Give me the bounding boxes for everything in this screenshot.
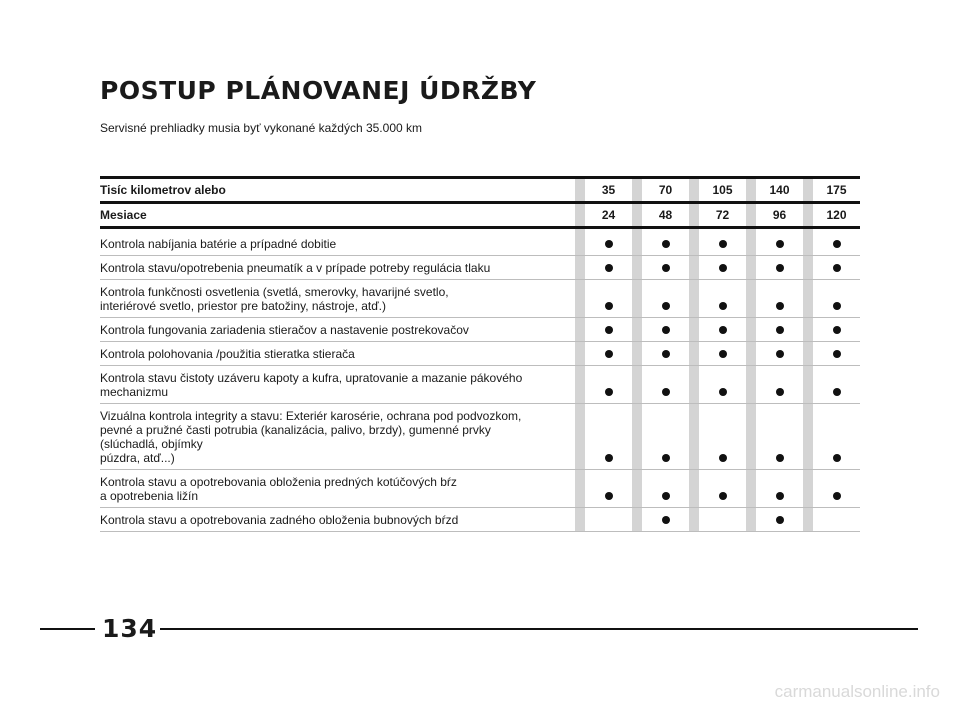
check-dot-icon bbox=[605, 240, 613, 248]
months-value: 48 bbox=[642, 203, 689, 228]
check-dot-icon bbox=[662, 454, 670, 462]
column-separator bbox=[746, 366, 756, 404]
task-description: Kontrola stavu a opotrebovania obloženia predných kotúčových bŕz a opotrebenia ližín bbox=[100, 470, 575, 508]
interval-cell bbox=[699, 256, 746, 280]
km-value: 175 bbox=[813, 178, 860, 203]
check-dot-icon bbox=[776, 264, 784, 272]
column-separator bbox=[746, 404, 756, 470]
check-dot-icon bbox=[719, 350, 727, 358]
check-dot-icon bbox=[776, 326, 784, 334]
check-dot-icon bbox=[605, 326, 613, 334]
table-row bbox=[100, 256, 860, 280]
check-dot-icon bbox=[662, 388, 670, 396]
column-separator bbox=[575, 203, 585, 228]
check-dot-icon bbox=[776, 454, 784, 462]
task-description: Kontrola stavu a opotrebovania zadného obloženia bubnových bŕzd bbox=[100, 508, 575, 532]
check-dot-icon bbox=[833, 240, 841, 248]
interval-cell bbox=[642, 404, 689, 470]
column-separator bbox=[689, 508, 699, 532]
watermark: carmanualsonline.info bbox=[774, 682, 940, 701]
column-separator bbox=[746, 280, 756, 318]
column-separator bbox=[689, 404, 699, 470]
check-dot-icon bbox=[662, 492, 670, 500]
months-value: 96 bbox=[756, 203, 803, 228]
interval-cell bbox=[813, 318, 860, 342]
check-dot-icon bbox=[605, 388, 613, 396]
interval-cell bbox=[699, 470, 746, 508]
km-value: 105 bbox=[699, 178, 746, 203]
column-separator bbox=[803, 470, 813, 508]
check-dot-icon bbox=[833, 264, 841, 272]
column-separator bbox=[632, 470, 642, 508]
task-description: Kontrola nabíjania batérie a prípadné dobitie bbox=[100, 228, 575, 256]
check-dot-icon bbox=[605, 454, 613, 462]
column-separator bbox=[746, 256, 756, 280]
column-separator bbox=[575, 404, 585, 470]
maintenance-schedule-table bbox=[100, 176, 860, 532]
check-dot-icon bbox=[833, 454, 841, 462]
header-row-km bbox=[100, 178, 860, 203]
column-separator bbox=[689, 256, 699, 280]
km-label: Tisíc kilometrov alebo bbox=[100, 178, 575, 203]
interval-cell bbox=[699, 318, 746, 342]
interval-cell bbox=[585, 228, 632, 256]
column-separator bbox=[803, 256, 813, 280]
column-separator bbox=[803, 404, 813, 470]
column-separator bbox=[632, 404, 642, 470]
check-dot-icon bbox=[833, 492, 841, 500]
check-dot-icon bbox=[662, 240, 670, 248]
interval-cell bbox=[642, 470, 689, 508]
task-description: Kontrola polohovania /použitia stieratka stierača bbox=[100, 342, 575, 366]
column-separator bbox=[803, 228, 813, 256]
column-separator bbox=[575, 256, 585, 280]
column-separator bbox=[803, 280, 813, 318]
task-description: Kontrola fungovania zariadenia stieračov a nastavenie postrekovačov bbox=[100, 318, 575, 342]
page-number: 134 bbox=[102, 614, 158, 643]
table-row bbox=[100, 366, 860, 404]
check-dot-icon bbox=[662, 350, 670, 358]
column-separator bbox=[689, 342, 699, 366]
footer-rule-left bbox=[40, 628, 95, 630]
check-dot-icon bbox=[833, 302, 841, 310]
column-separator bbox=[689, 366, 699, 404]
column-separator bbox=[746, 342, 756, 366]
column-separator bbox=[575, 178, 585, 203]
check-dot-icon bbox=[605, 264, 613, 272]
table-row bbox=[100, 508, 860, 532]
column-separator bbox=[632, 366, 642, 404]
column-separator bbox=[689, 470, 699, 508]
column-separator bbox=[746, 508, 756, 532]
column-separator bbox=[575, 228, 585, 256]
interval-cell bbox=[756, 256, 803, 280]
check-dot-icon bbox=[719, 326, 727, 334]
check-dot-icon bbox=[719, 264, 727, 272]
months-value: 24 bbox=[585, 203, 632, 228]
km-value: 140 bbox=[756, 178, 803, 203]
interval-cell bbox=[813, 404, 860, 470]
column-separator bbox=[575, 318, 585, 342]
column-separator bbox=[632, 508, 642, 532]
interval-cell bbox=[756, 366, 803, 404]
interval-cell bbox=[585, 280, 632, 318]
interval-cell bbox=[756, 280, 803, 318]
interval-cell bbox=[585, 508, 632, 532]
check-dot-icon bbox=[662, 516, 670, 524]
page-title: POSTUP PLÁNOVANEJ ÚDRŽBY bbox=[100, 76, 537, 105]
check-dot-icon bbox=[833, 326, 841, 334]
check-dot-icon bbox=[776, 240, 784, 248]
task-description: Kontrola stavu čistoty uzáveru kapoty a kufra, upratovanie a mazanie pákového mechanizmu bbox=[100, 366, 575, 404]
check-dot-icon bbox=[776, 350, 784, 358]
column-separator bbox=[689, 280, 699, 318]
interval-cell bbox=[585, 318, 632, 342]
check-dot-icon bbox=[833, 350, 841, 358]
task-description: Kontrola funkčnosti osvetlenia (svetlá, smerovky, havarijné svetlo, interiérové svetlo, priestor pre batožiny, nástroje, atď.) bbox=[100, 280, 575, 318]
table-row bbox=[100, 280, 860, 318]
interval-cell bbox=[699, 280, 746, 318]
table-row bbox=[100, 342, 860, 366]
check-dot-icon bbox=[719, 302, 727, 310]
interval-cell bbox=[585, 342, 632, 366]
check-dot-icon bbox=[605, 492, 613, 500]
check-dot-icon bbox=[833, 388, 841, 396]
interval-cell bbox=[642, 508, 689, 532]
column-separator bbox=[575, 366, 585, 404]
column-separator bbox=[575, 342, 585, 366]
interval-cell bbox=[642, 366, 689, 404]
column-separator bbox=[575, 470, 585, 508]
months-value: 72 bbox=[699, 203, 746, 228]
task-description: Kontrola stavu/opotrebenia pneumatík a v prípade potreby regulácia tlaku bbox=[100, 256, 575, 280]
interval-cell bbox=[756, 508, 803, 532]
interval-cell bbox=[585, 470, 632, 508]
interval-cell bbox=[756, 318, 803, 342]
table-row bbox=[100, 318, 860, 342]
column-separator bbox=[746, 318, 756, 342]
table-row bbox=[100, 470, 860, 508]
check-dot-icon bbox=[719, 240, 727, 248]
interval-cell bbox=[699, 366, 746, 404]
months-label: Mesiace bbox=[100, 203, 575, 228]
interval-cell bbox=[756, 404, 803, 470]
column-separator bbox=[803, 508, 813, 532]
interval-cell bbox=[642, 342, 689, 366]
km-value: 35 bbox=[585, 178, 632, 203]
check-dot-icon bbox=[776, 516, 784, 524]
interval-cell bbox=[813, 228, 860, 256]
column-separator bbox=[689, 318, 699, 342]
interval-cell bbox=[585, 366, 632, 404]
column-separator bbox=[803, 203, 813, 228]
interval-cell bbox=[585, 256, 632, 280]
months-value: 120 bbox=[813, 203, 860, 228]
column-separator bbox=[632, 178, 642, 203]
column-separator bbox=[803, 342, 813, 366]
column-separator bbox=[746, 178, 756, 203]
column-separator bbox=[632, 280, 642, 318]
column-separator bbox=[632, 342, 642, 366]
interval-cell bbox=[585, 404, 632, 470]
check-dot-icon bbox=[776, 492, 784, 500]
column-separator bbox=[632, 256, 642, 280]
column-separator bbox=[689, 203, 699, 228]
interval-cell bbox=[642, 318, 689, 342]
page-subtitle: Servisné prehliadky musia byť vykonané každých 35.000 km bbox=[100, 121, 422, 135]
interval-cell bbox=[756, 228, 803, 256]
column-separator bbox=[803, 366, 813, 404]
interval-cell bbox=[813, 366, 860, 404]
check-dot-icon bbox=[776, 388, 784, 396]
interval-cell bbox=[642, 228, 689, 256]
column-separator bbox=[632, 228, 642, 256]
table-row bbox=[100, 404, 860, 470]
column-separator bbox=[803, 318, 813, 342]
footer-rule-right bbox=[160, 628, 918, 630]
header-row-months bbox=[100, 203, 860, 228]
interval-cell bbox=[642, 256, 689, 280]
interval-cell bbox=[699, 508, 746, 532]
column-separator bbox=[632, 203, 642, 228]
column-separator bbox=[575, 280, 585, 318]
check-dot-icon bbox=[662, 264, 670, 272]
interval-cell bbox=[813, 508, 860, 532]
check-dot-icon bbox=[662, 326, 670, 334]
check-dot-icon bbox=[719, 388, 727, 396]
km-value: 70 bbox=[642, 178, 689, 203]
interval-cell bbox=[756, 470, 803, 508]
column-separator bbox=[746, 228, 756, 256]
column-separator bbox=[746, 203, 756, 228]
interval-cell bbox=[756, 342, 803, 366]
table-body bbox=[100, 178, 860, 532]
interval-cell bbox=[699, 228, 746, 256]
check-dot-icon bbox=[605, 350, 613, 358]
column-separator bbox=[689, 178, 699, 203]
interval-cell bbox=[699, 342, 746, 366]
interval-cell bbox=[813, 280, 860, 318]
interval-cell bbox=[813, 256, 860, 280]
task-description: Vizuálna kontrola integrity a stavu: Exteriér karosérie, ochrana pod podvozkom, pevné a pružné časti potrubia (kanalizácia, palivo, brzdy), gumenné prvky (slúchadlá, objímky púzdra, atď...) bbox=[100, 404, 575, 470]
check-dot-icon bbox=[605, 302, 613, 310]
interval-cell bbox=[813, 342, 860, 366]
column-separator bbox=[803, 178, 813, 203]
interval-cell bbox=[813, 470, 860, 508]
interval-cell bbox=[699, 404, 746, 470]
column-separator bbox=[575, 508, 585, 532]
check-dot-icon bbox=[719, 454, 727, 462]
check-dot-icon bbox=[776, 302, 784, 310]
interval-cell bbox=[642, 280, 689, 318]
column-separator bbox=[746, 470, 756, 508]
check-dot-icon bbox=[719, 492, 727, 500]
column-separator bbox=[689, 228, 699, 256]
table-row bbox=[100, 228, 860, 256]
check-dot-icon bbox=[662, 302, 670, 310]
column-separator bbox=[632, 318, 642, 342]
